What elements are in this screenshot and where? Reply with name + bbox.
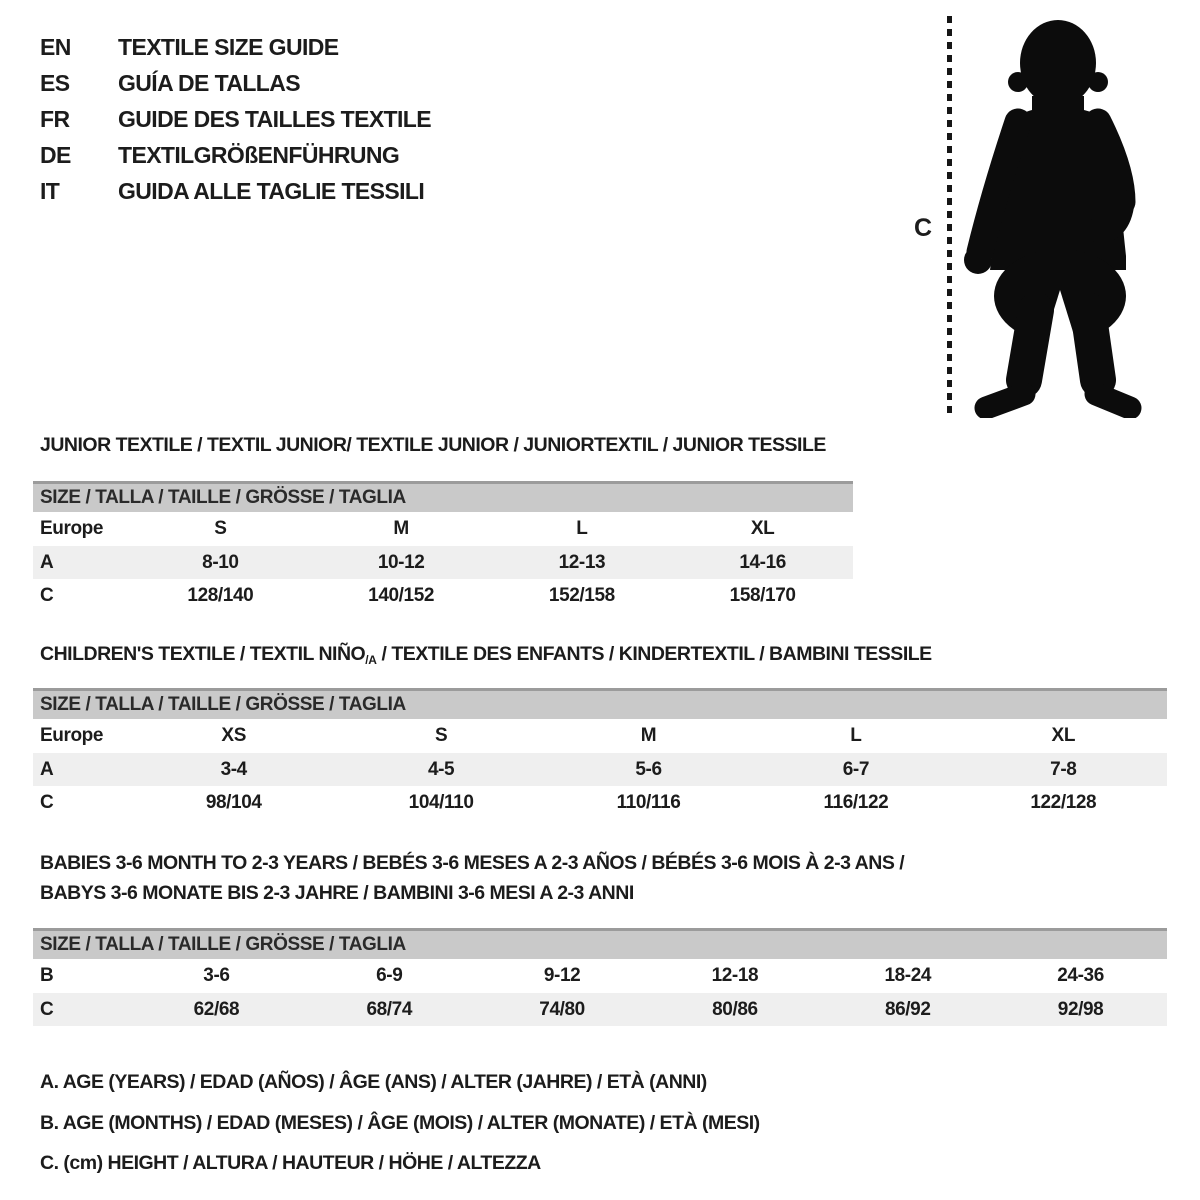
babies-height-2: 68/74	[366, 998, 413, 1020]
junior-height-s: 128/140	[187, 584, 254, 606]
table-row	[33, 512, 853, 546]
children-size-s: S	[434, 725, 448, 746]
lang-title-it: GUIDA ALLE TAGLIE TESSILI	[118, 177, 425, 204]
lang-code-de: DE	[40, 141, 71, 168]
junior-size-s: S	[214, 518, 227, 539]
children-age-l: 6-7	[842, 758, 870, 780]
babies-height-1: 62/68	[193, 998, 240, 1020]
junior-table-header: SIZE / TALLA / TAILLE / GRÖSSE / TAGLIA	[33, 481, 853, 512]
junior-height-m: 140/152	[368, 584, 435, 606]
children-height-s: 104/110	[408, 791, 474, 813]
children-height-xl: 122/128	[1030, 791, 1097, 813]
children-size-table	[33, 688, 1167, 819]
children-height-l: 116/122	[823, 791, 889, 813]
toddler-silhouette-icon	[962, 18, 1147, 418]
babies-height-5: 86/92	[884, 998, 931, 1020]
junior-age-l: 12-13	[558, 551, 606, 573]
junior-height-row-label: C	[40, 584, 54, 606]
height-measure-label: C	[914, 214, 933, 242]
children-title-part2: / TEXTILE DES ENFANTS / KINDERTEXTIL / BAMBINI TESSILE	[376, 643, 932, 665]
babies-height-row-label: C	[40, 998, 54, 1020]
children-height-row-label: C	[40, 791, 54, 813]
lang-row-fr	[40, 101, 431, 137]
junior-size-l: L	[576, 518, 588, 539]
table-row	[33, 993, 1167, 1026]
lang-title-de: TEXTILGRÖßENFÜHRUNG	[118, 141, 400, 168]
table-row	[33, 719, 1167, 753]
children-height-xs: 98/104	[205, 791, 262, 813]
babies-height-4: 80/86	[712, 998, 758, 1020]
junior-height-xl: 158/170	[729, 584, 796, 606]
babies-months-row-label: B	[40, 965, 54, 986]
junior-height-l: 152/158	[548, 584, 615, 606]
legend-height-cm: C. (cm) HEIGHT / ALTURA / HAUTEUR / HÖHE / ALTEZZA	[40, 1152, 541, 1174]
junior-age-m: 10-12	[377, 551, 425, 573]
lang-title-fr: GUIDE DES TAILLES TEXTILE	[118, 105, 431, 132]
lang-row-es	[40, 65, 431, 101]
children-size-l: L	[850, 725, 862, 746]
babies-height-6: 92/98	[1057, 998, 1104, 1020]
language-title-block	[40, 29, 431, 209]
legend-age-years: A. AGE (YEARS) / EDAD (AÑOS) / ÂGE (ANS) / ALTER (JAHRE) / ETÀ (ANNI)	[40, 1071, 707, 1093]
lang-code-en: EN	[40, 33, 71, 60]
lang-code-fr: FR	[40, 105, 70, 132]
lang-title-en: TEXTILE SIZE GUIDE	[118, 33, 339, 60]
children-title-subscript: /A	[365, 653, 377, 667]
table-row	[33, 753, 1167, 786]
children-age-s: 4-5	[427, 758, 455, 780]
junior-section-title: JUNIOR TEXTILE / TEXTIL JUNIOR/ TEXTILE JUNIOR / JUNIORTEXTIL / JUNIOR TESSILE	[40, 434, 826, 456]
lang-row-it	[40, 173, 431, 209]
lang-code-es: ES	[40, 69, 70, 96]
children-title-part1: CHILDREN'S TEXTILE / TEXTIL NIÑO	[40, 643, 366, 665]
children-size-xs: XS	[221, 725, 246, 746]
table-row	[33, 959, 1167, 993]
table-row	[33, 579, 853, 612]
babies-height-3: 74/80	[539, 998, 585, 1020]
legend-age-months: B. AGE (MONTHS) / EDAD (MESES) / ÂGE (MOIS) / ALTER (MONATE) / ETÀ (MESI)	[40, 1112, 760, 1134]
children-height-m: 110/116	[616, 791, 681, 813]
babies-months-4: 12-18	[711, 965, 759, 986]
lang-code-it: IT	[40, 177, 60, 204]
lang-title-es: GUÍA DE TALLAS	[118, 69, 300, 96]
babies-months-1: 3-6	[203, 965, 230, 986]
children-size-m: M	[640, 725, 657, 746]
junior-age-s: 8-10	[202, 551, 239, 573]
lang-row-de	[40, 137, 431, 173]
table-row	[33, 546, 853, 579]
babies-table-header: SIZE / TALLA / TAILLE / GRÖSSE / TAGLIA	[33, 928, 1167, 959]
babies-section-title-line1: BABIES 3-6 MONTH TO 2-3 YEARS / BEBÉS 3-6 MESES A 2-3 AÑOS / BÉBÉS 3-6 MOIS À 2-3 ANS /	[40, 852, 905, 874]
children-size-xl: XL	[1051, 725, 1076, 746]
table-row	[33, 786, 1167, 819]
babies-section-title-line2: BABYS 3-6 MONATE BIS 2-3 JAHRE / BAMBINI 3-6 MESI A 2-3 ANNI	[40, 882, 634, 904]
children-age-xl: 7-8	[1050, 758, 1077, 780]
junior-size-m: M	[393, 518, 409, 539]
children-age-m: 5-6	[635, 758, 662, 780]
height-measure-dashed-line	[947, 16, 952, 416]
lang-row-en	[40, 29, 431, 65]
junior-size-xl: XL	[750, 518, 775, 539]
junior-size-table	[33, 481, 853, 612]
children-age-xs: 3-4	[220, 758, 247, 780]
junior-age-xl: 14-16	[739, 551, 786, 573]
children-section-title	[40, 643, 932, 667]
children-age-row-label: A	[40, 758, 54, 780]
junior-age-row-label: A	[40, 551, 54, 573]
children-table-header: SIZE / TALLA / TAILLE / GRÖSSE / TAGLIA	[33, 688, 1167, 719]
babies-months-2: 6-9	[376, 965, 403, 986]
babies-size-table	[33, 928, 1167, 1026]
babies-months-3: 9-12	[543, 965, 581, 986]
junior-europe-label: Europe	[40, 518, 104, 539]
children-europe-label: Europe	[40, 725, 104, 746]
babies-months-6: 24-36	[1057, 965, 1104, 986]
babies-months-5: 18-24	[884, 965, 932, 986]
